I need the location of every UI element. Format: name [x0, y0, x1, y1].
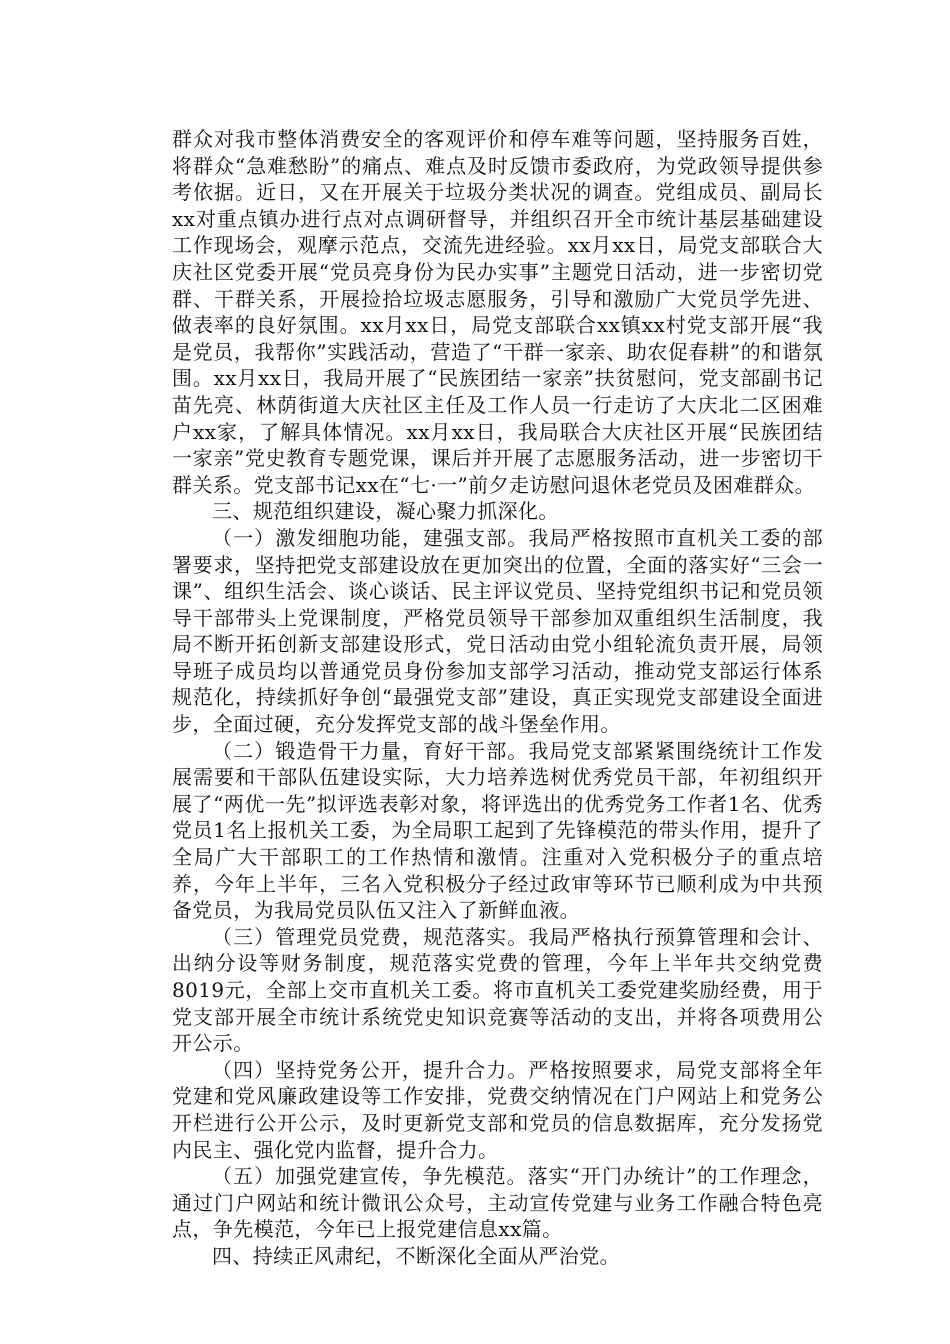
paragraph-item-4: （四）坚持党务公开，提升合力。严格按照要求，局党支部将全年党建和党风廉政建设等工作安排，党费交纳情况在门户网站上和党务公开栏进行公开公示，及时更新党支部和党员的信息数据库，充分发扬党内民主、强化党内监督，提升合力。	[172, 1057, 823, 1162]
paragraph-item-3: （三）管理党员党费，规范落实。我局严格执行预算管理和会计、出纳分设等财务制度，规范落实党费的管理，今年上半年共交纳党费8019元，全部上交市直机关工委。将市直机关工委党建奖励经费，用于党支部开展全市统计系统党史知识竞赛等活动的支出，并将各项费用公开公示。	[172, 924, 823, 1056]
paragraph-item-2: （二）锻造骨干力量，育好干部。我局党支部紧紧围绕统计工作发展需要和干部队伍建设实际，大力培养选树优秀党员干部，年初组织开展了“两优一先”拟评选表彰对象，将评选出的优秀党务工作者1名、优秀党员1名上报机关工委，为全局职工起到了先锋模范的带头作用，提升了全局广大干部职工的工作热情和激情。注重对入党积极分子的重点培养，今年上半年，三名入党积极分子经过政审等环节已顺利成为中共预备党员，为我局党员队伍又注入了新鲜血液。	[172, 738, 823, 923]
paragraph-item-1: （一）激发细胞功能，建强支部。我局严格按照市直机关工委的部署要求，坚持把党支部建设放在更加突出的位置，全面的落实好“三会一课”、组织生活会、谈心谈话、民主评议党员、坚持党组织书记和党员领导干部带头上党课制度，严格党员领导干部参加双重组织生活制度，我局不断开拓创新支部建设形式，党日活动由党小组轮流负责开展，局领导班子成员均以普通党员身份参加支部学习活动，推动党支部运行体系规范化，持续抓好争创“最强党支部”建设，真正实现党支部建设全面进步，全面过硬，充分发挥党支部的战斗堡垒作用。	[172, 525, 823, 737]
document-body	[172, 126, 823, 1270]
paragraph-item-5: （五）加强党建宣传，争先模范。落实“开门办统计”的工作理念，通过门户网站和统计微讯公众号，主动宣传党建与业务工作融合特色亮点，争先模范，今年已上报党建信息xx篇。	[172, 1164, 823, 1242]
paragraph-continuation: 群众对我市整体消费安全的客观评价和停车难等问题，坚持服务百姓，将群众“急难愁盼”的痛点、难点及时反馈市委政府，为党政领导提供参考依据。近日，又在开展关于垃圾分类状况的调查。党组成员、副局长xx对重点镇办进行点对点调研督导，并组织召开全市统计基层基础建设工作现场会，观摩示范点，交流先进经验。xx月xx日，局党支部联合大庆社区党委开展“党员亮身份为民办实事”主题党日活动，进一步密切党群、干群关系，开展捡拾垃圾志愿服务，引导和激励广大党员学先进、做表率的良好氛围。xx月xx日，局党支部联合xx镇xx村党支部开展“我是党员，我帮你”实践活动，营造了“干群一家亲、助农促春耕”的和谐氛围。xx月xx日，我局开展了“民族团结一家亲”扶贫慰问，党支部副书记苗先亮、林荫街道大庆社区主任及工作人员一行走访了大庆北二区困难户xx家，了解具体情况。xx月xx日，我局联合大庆社区开展“民族团结一家亲”党史教育专题党课，课后并开展了志愿服务活动，进一步密切干群关系。党支部书记xx在“七·一”前夕走访慰问退休老党员及困难群众。	[172, 127, 823, 497]
section-heading-3: 三、规范组织建设，凝心聚力抓深化。	[212, 499, 559, 524]
section-heading-4: 四、持续正风肃纪，不断深化全面从严治党。	[212, 1243, 620, 1268]
